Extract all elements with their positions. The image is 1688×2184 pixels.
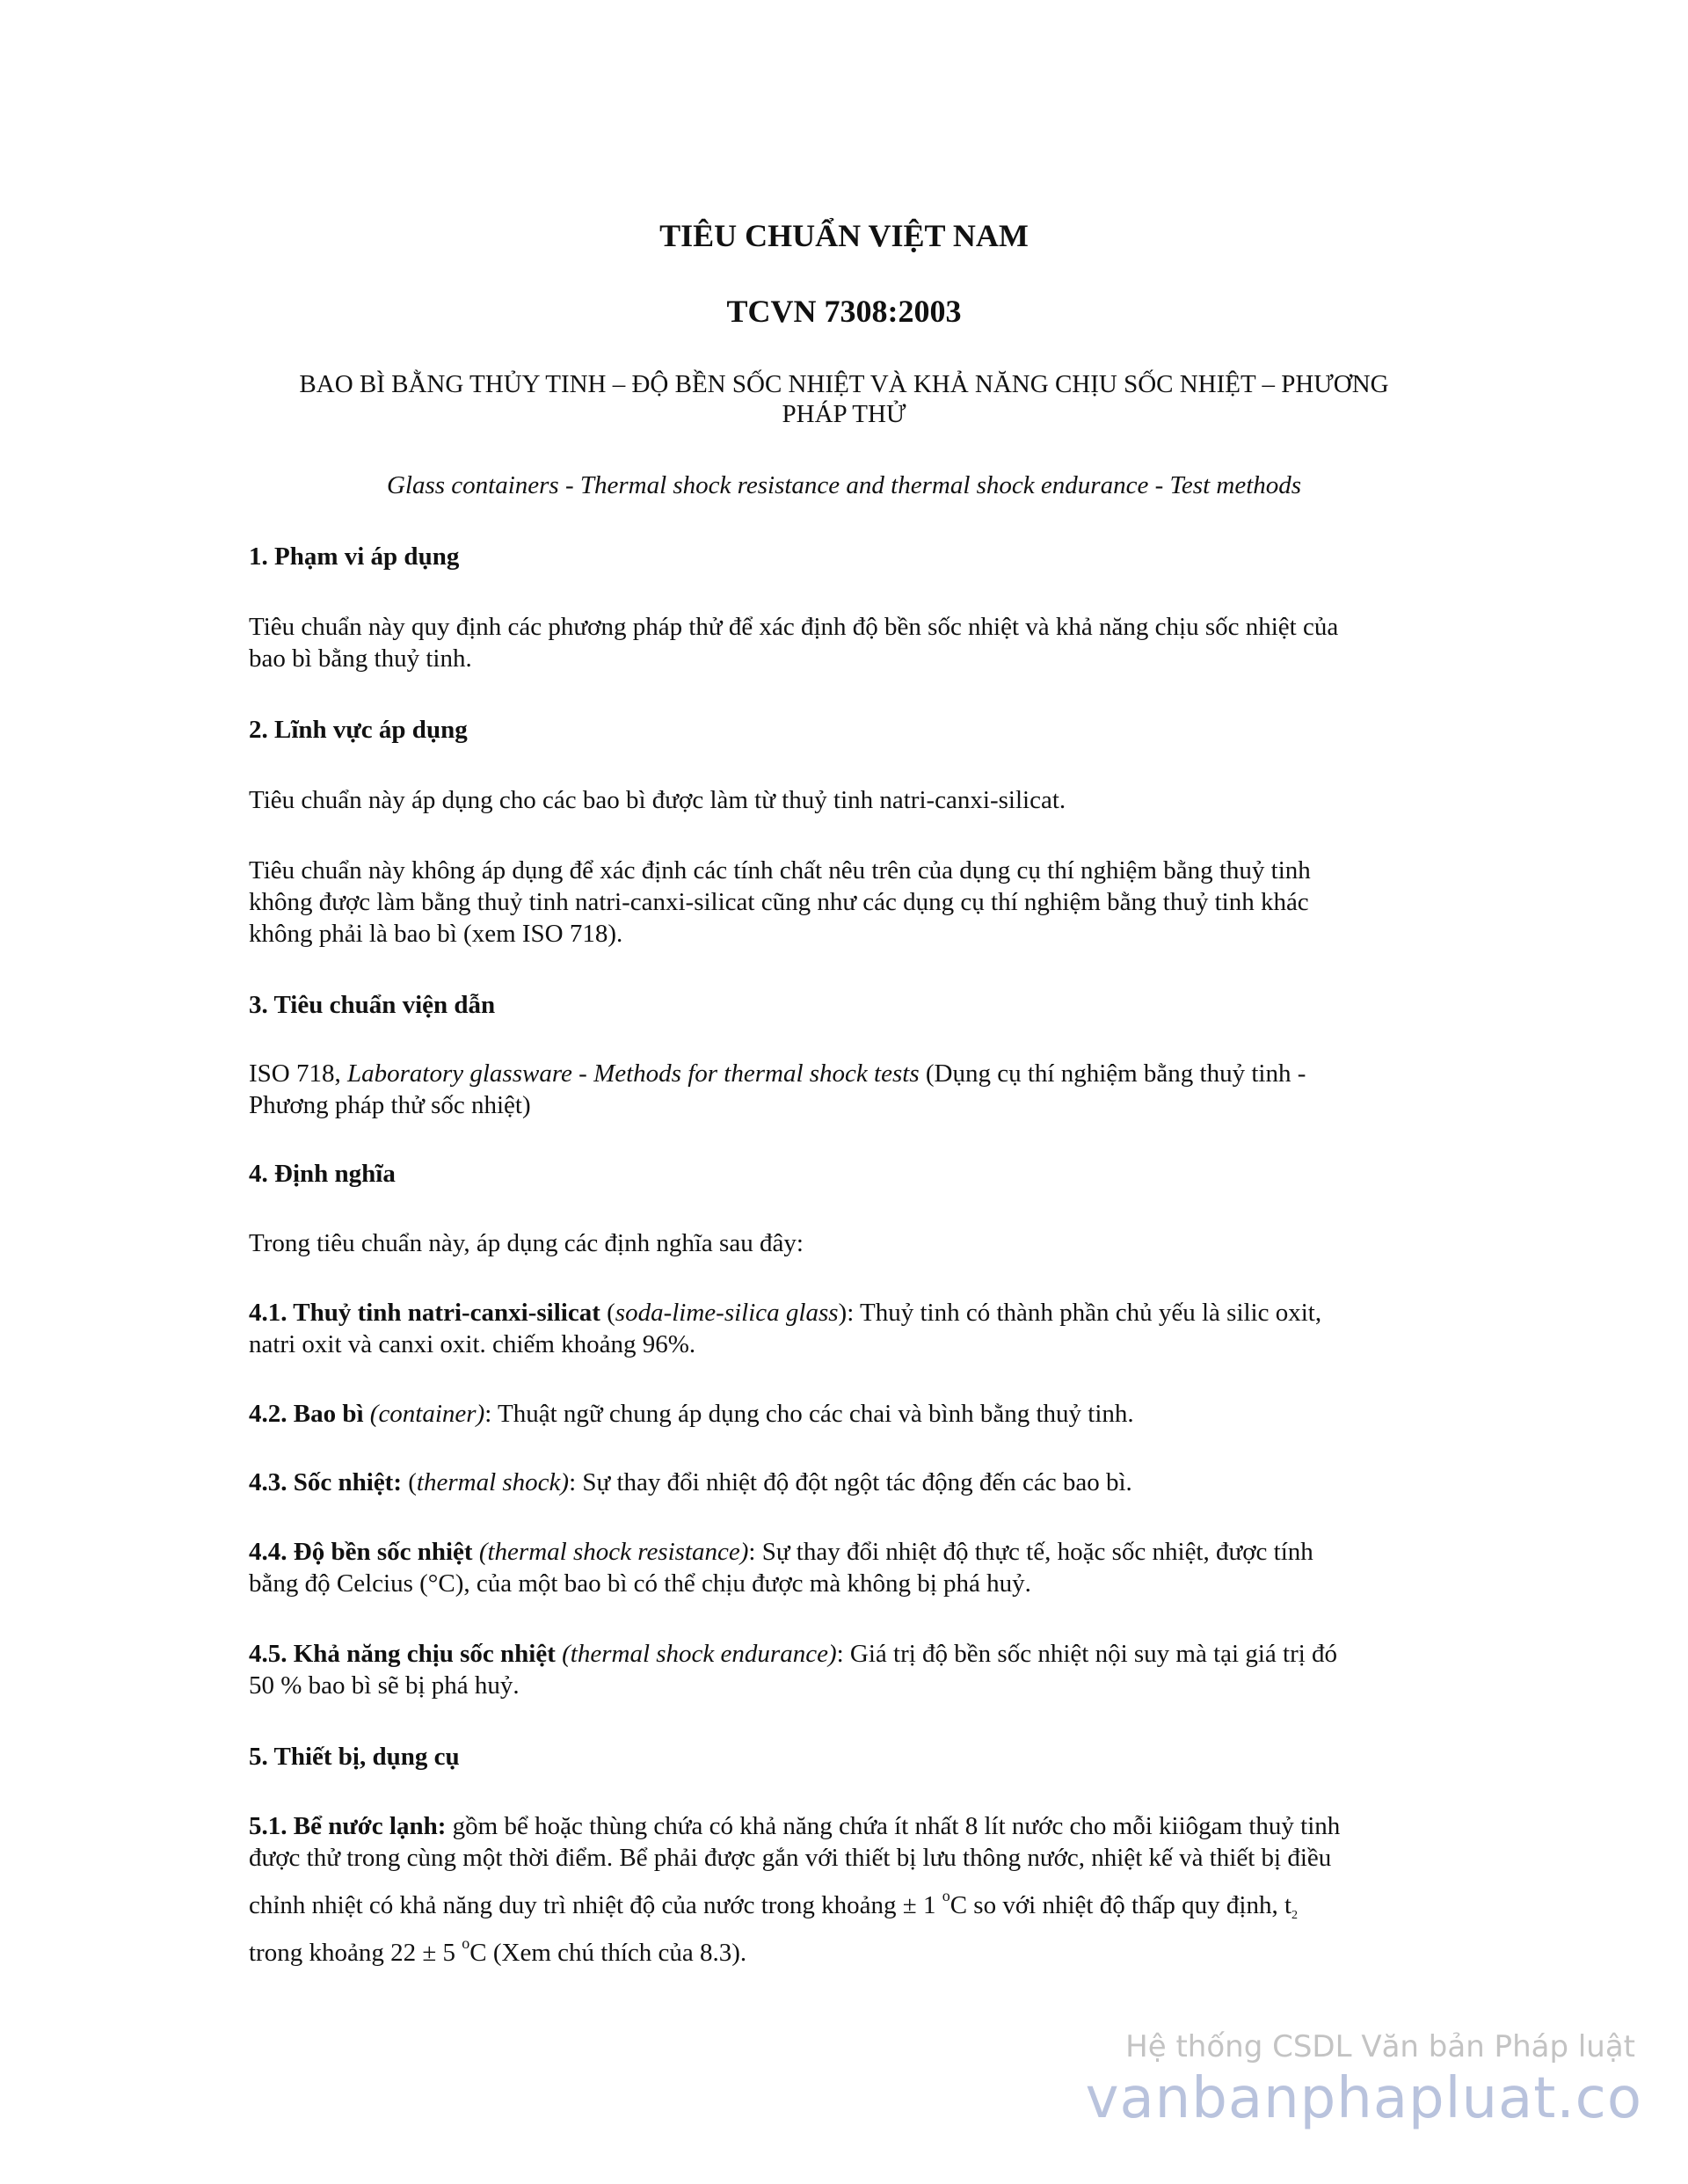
definition-4-4 [249, 1536, 1444, 1599]
punctuation: ( [402, 1468, 417, 1496]
definition-text: : Sự thay đổi nhiệt độ đột ngột tác động đến các bao bì. [569, 1468, 1132, 1496]
document-title: TIÊU CHUẨN VIỆT NAM [659, 218, 1029, 253]
watermark-line-1: Hệ thống CSDL Văn bản Pháp luật [1125, 2029, 1635, 2064]
item-text: C so với nhiệt độ thấp quy định, t [950, 1891, 1292, 1919]
punctuation: ( [600, 1299, 615, 1327]
reference-vn-title: (Dụng cụ thí nghiệm bằng thuỷ tinh - [919, 1059, 1306, 1088]
t-subscript: 2 [1291, 1909, 1299, 1922]
document-subtitle [237, 369, 1451, 429]
definition-4-2 [249, 1398, 1444, 1430]
item-text: trong khoảng 22 ± 5 [249, 1939, 462, 1967]
reference-title-part-a: Laboratory glassware [346, 1059, 572, 1088]
definition-term: 4.2. Bao bì [249, 1400, 364, 1428]
paragraph-line: được thử trong cùng một thời điểm. Bể phải được gắn với thiết bị lưu thông nước, nhiệt kế và thiết bị điều [249, 1844, 1332, 1872]
definition-4-3 [249, 1467, 1444, 1498]
section-2-heading: 2. Lĩnh vực áp dụng [249, 716, 468, 744]
definition-english-term: (thermal shock endurance) [555, 1640, 837, 1668]
definition-english-term: soda-lime-silica glass [615, 1299, 839, 1327]
definition-text: ): Thuỷ tinh có thành phần chủ yếu là silic oxit, [838, 1299, 1322, 1327]
section-3-heading: 3. Tiêu chuẩn viện dẫn [249, 991, 496, 1019]
definition-text: : Sự thay đổi nhiệt độ thực tế, hoặc sốc nhiệt, được tính [748, 1538, 1313, 1566]
paragraph-line [249, 1297, 1444, 1329]
paragraph-line: bằng độ Celcius (°C), của một bao bì có thể chịu được mà không bị phá huỷ. [249, 1569, 1031, 1598]
definition-text: : Giá trị độ bền sốc nhiệt nội suy mà tại giá trị đó [836, 1640, 1338, 1668]
subtitle-line-1: BAO BÌ BẰNG THỦY TINH – ĐỘ BỀN SỐC NHIỆT VÀ KHẢ NĂNG CHỊU SỐC NHIỆT – PHƯƠNG [299, 370, 1389, 398]
watermark-line-2: vanbanphapluat.co [1085, 2066, 1642, 2131]
paragraph-line [249, 1638, 1444, 1670]
definition-term: 4.1. Thuỷ tinh natri-canxi-silicat [249, 1299, 600, 1327]
paragraph-line [249, 1536, 1444, 1568]
paragraph-line: không phải là bao bì (xem ISO 718). [249, 920, 623, 948]
paragraph-line [249, 1889, 1444, 1921]
definition-term: 4.3. Sốc nhiệt: [249, 1468, 402, 1496]
english-title: Glass containers - Thermal shock resistance and thermal shock endurance - Test methods [386, 471, 1302, 499]
definition-4-5 [249, 1638, 1444, 1701]
standard-code: TCVN 7308:2003 [726, 294, 962, 329]
paragraph-line: natri oxit và canxi oxit. chiếm khoảng 96%. [249, 1330, 696, 1358]
section-4-heading: 4. Định nghĩa [249, 1160, 396, 1188]
definition-english-term: (thermal shock resistance) [472, 1538, 749, 1566]
paragraph-line [249, 1934, 1444, 1969]
item-text: C (Xem chú thích của 8.3). [469, 1939, 747, 1967]
item-text: chỉnh nhiệt có khả năng duy trì nhiệt độ của nước trong khoảng ± 1 [249, 1891, 942, 1919]
paragraph-line: Tiêu chuẩn này không áp dụng để xác định các tính chất nêu trên của dụng cụ thí nghiệm bằng thuỷ tinh [249, 856, 1311, 885]
paragraph-line: 50 % bao bì sẽ bị phá huỷ. [249, 1671, 520, 1700]
item-5-1 [249, 1810, 1444, 1969]
normative-reference [249, 1058, 1444, 1121]
definitions-intro: Trong tiêu chuẩn này, áp dụng các định nghĩa sau đây: [249, 1229, 804, 1257]
section-1-paragraph [249, 611, 1444, 674]
paragraph-line: Phương pháp thử sốc nhiệt) [249, 1091, 531, 1119]
definition-text: : Thuật ngữ chung áp dụng cho các chai và bình bằng thuỷ tinh. [484, 1400, 1134, 1428]
paragraph-line [249, 1058, 1444, 1089]
subtitle-line-2: PHÁP THỬ [782, 400, 906, 428]
paragraph-line [249, 1810, 1444, 1842]
paragraph-line: bao bì bằng thuỷ tinh. [249, 644, 472, 673]
section-2-paragraph-1: Tiêu chuẩn này áp dụng cho các bao bì được làm từ thuỷ tinh natri-canxi-silicat. [249, 786, 1066, 814]
paragraph-line: Tiêu chuẩn này quy định các phương pháp thử để xác định độ bền sốc nhiệt và khả năng chịu sốc nhiệt của [249, 613, 1339, 641]
reference-separator: - [571, 1059, 594, 1088]
definition-term: 4.4. Độ bền sốc nhiệt [249, 1538, 473, 1566]
definition-4-1 [249, 1297, 1444, 1360]
definition-english-term: thermal shock) [416, 1468, 570, 1496]
section-1-heading: 1. Phạm vi áp dụng [249, 542, 460, 571]
degree-superscript: o [942, 1887, 950, 1904]
definition-term: 4.5. Khả năng chịu sốc nhiệt [249, 1640, 556, 1668]
section-5-heading: 5. Thiết bị, dụng cụ [249, 1743, 460, 1771]
degree-superscript: o [462, 1934, 470, 1952]
section-2-paragraph-2 [249, 855, 1444, 950]
item-text: gồm bể hoặc thùng chứa có khả năng chứa ít nhất 8 lít nước cho mỗi kiiôgam thuỷ tinh [446, 1812, 1341, 1840]
reference-code: ISO 718, [249, 1059, 347, 1088]
reference-title-part-b: Methods for thermal shock tests [593, 1059, 920, 1088]
definition-english-term: (container) [363, 1400, 485, 1428]
item-term: 5.1. Bể nước lạnh: [249, 1812, 447, 1840]
paragraph-line: không được làm bằng thuỷ tinh natri-canxi-silicat cũng như các dụng cụ thí nghiệm bằng thuỷ tinh khác [249, 888, 1309, 916]
